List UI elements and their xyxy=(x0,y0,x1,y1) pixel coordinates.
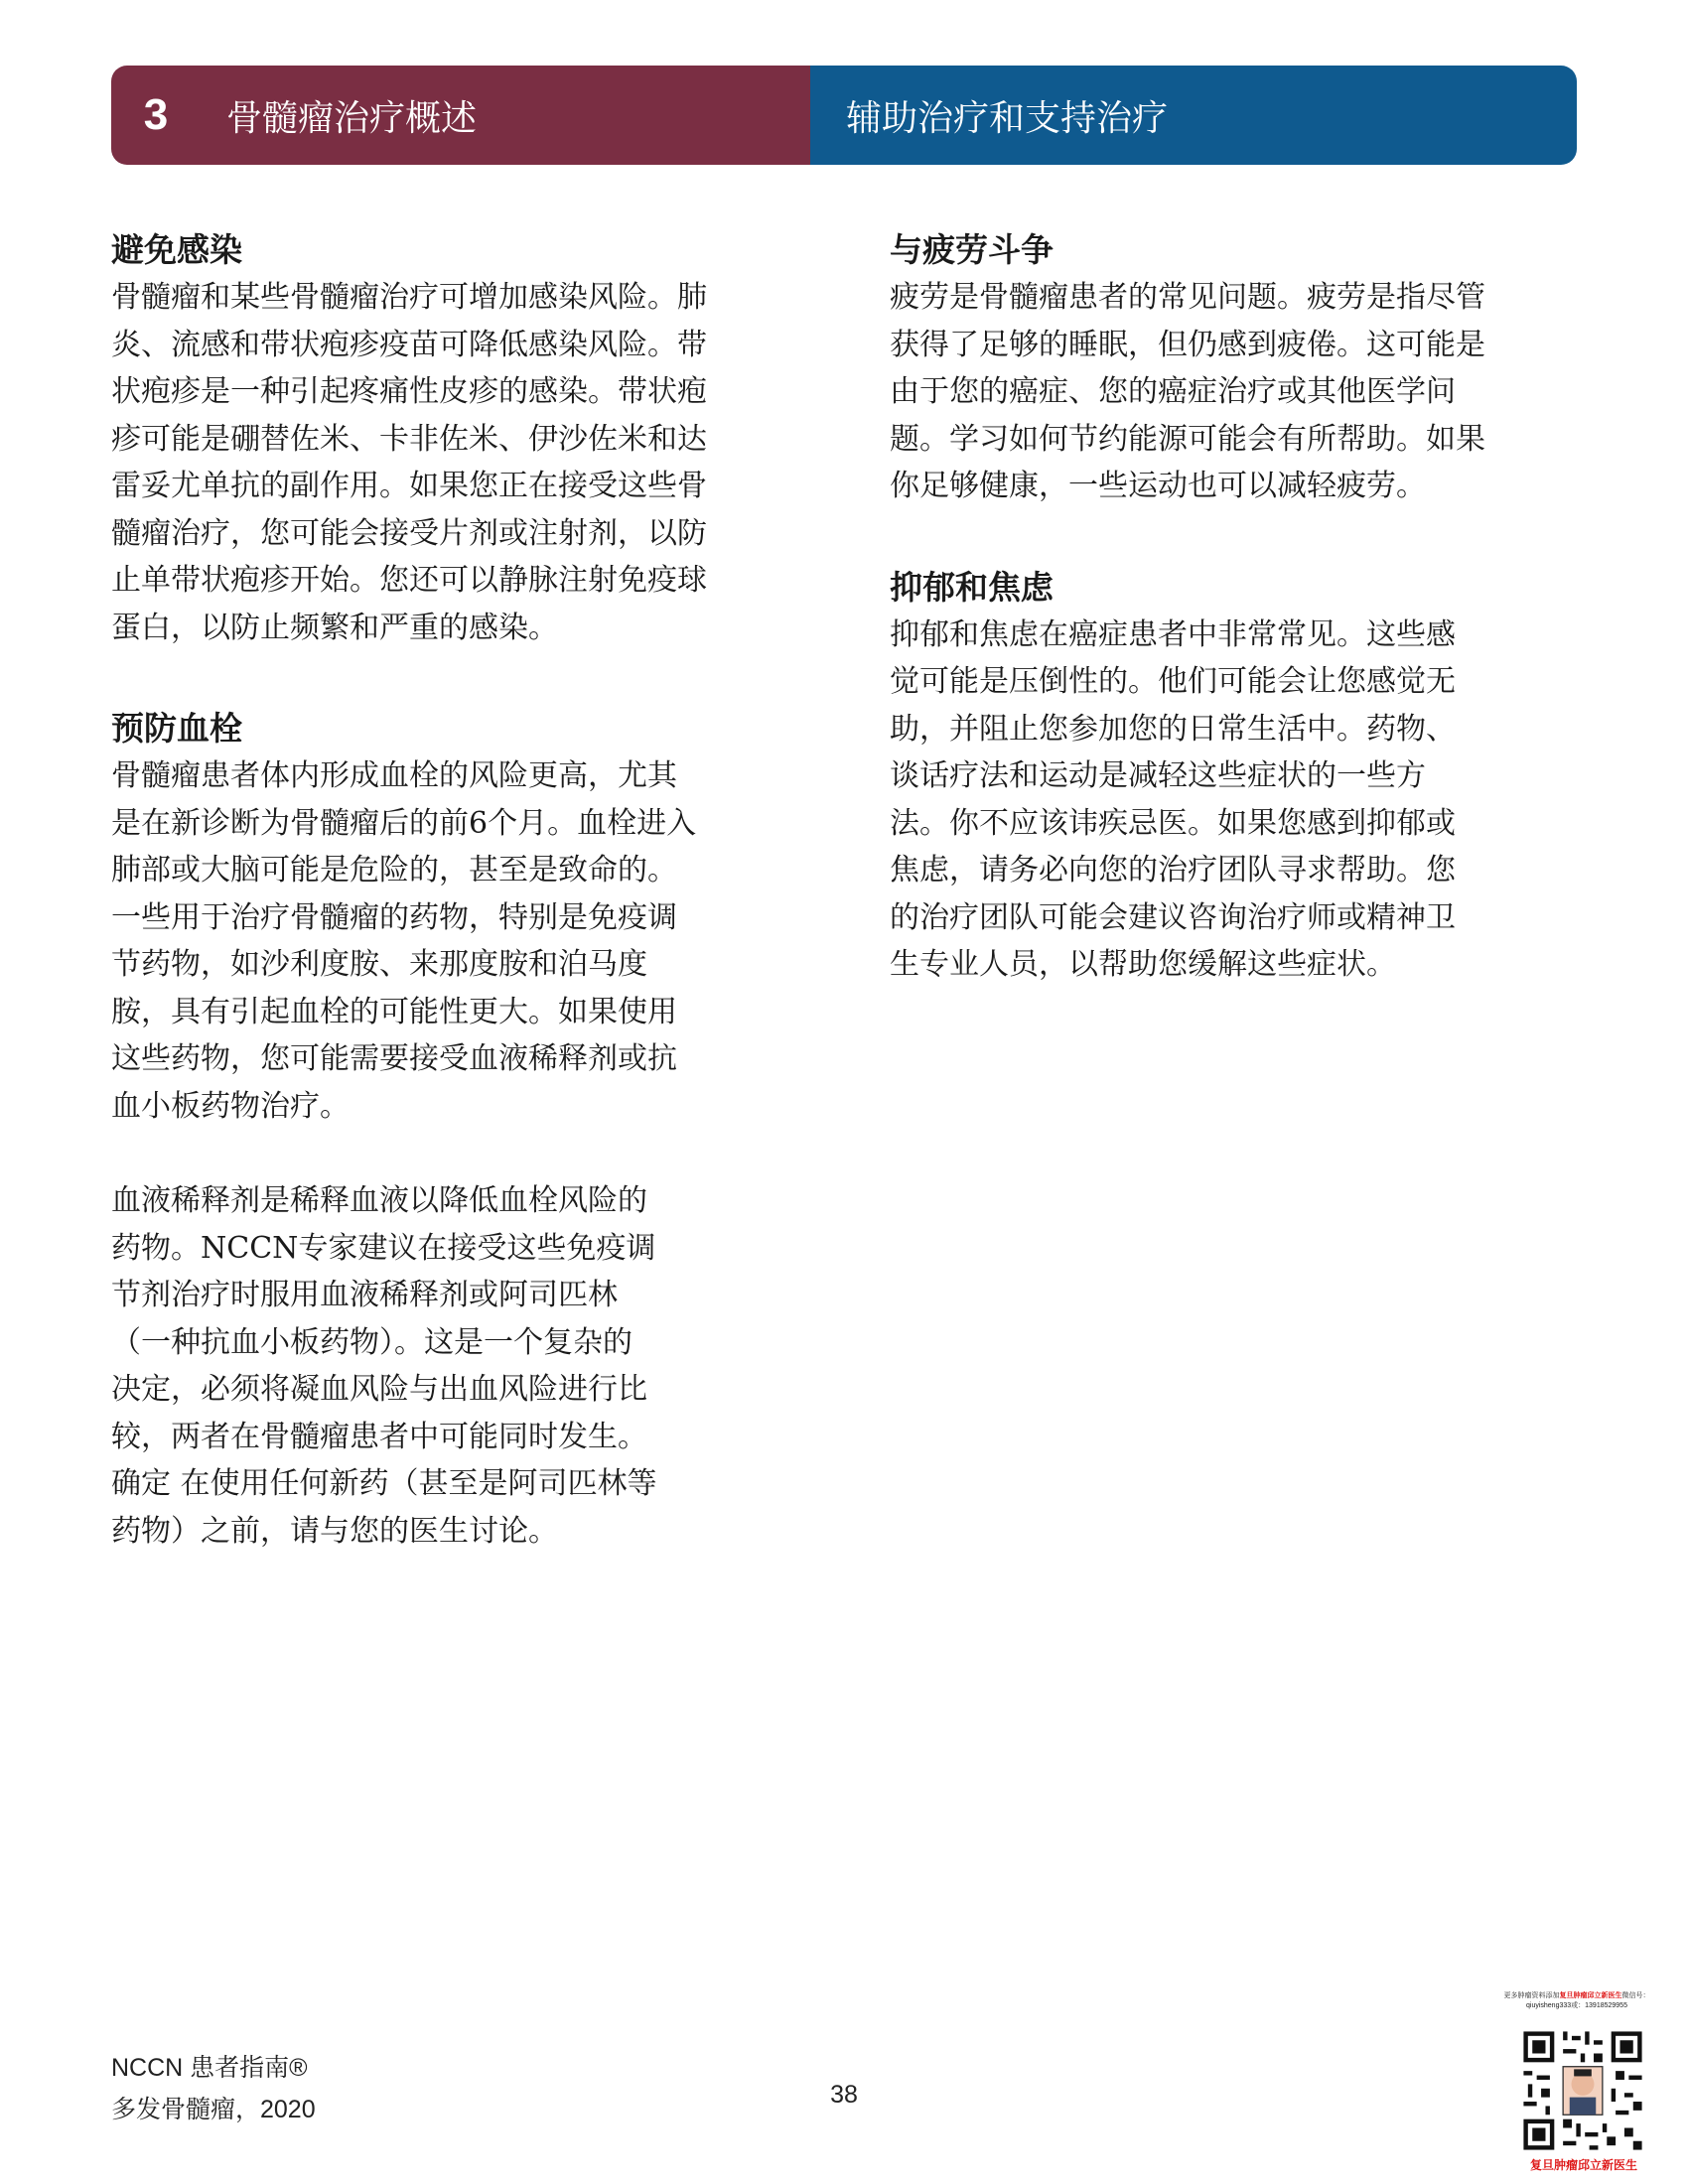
guide-name: NCCN 患者指南® xyxy=(111,2054,308,2082)
depression-heading: 抑郁和焦虑 xyxy=(890,567,1054,607)
qr-caption: 复旦肿瘤邱立新医生 xyxy=(1529,2158,1637,2172)
chapter-title: 骨髓瘤治疗概述 xyxy=(226,97,478,139)
guide-topic: 多发骨髓瘤，2020 xyxy=(111,2096,316,2123)
section-banner xyxy=(810,66,1577,165)
promo-text xyxy=(1477,1991,1676,2011)
promo-highlight: 复旦肿瘤邱立新医生 xyxy=(1559,1992,1622,1999)
footer-guide-info xyxy=(111,2047,316,2130)
section-title: 辅助治疗和支持治疗 xyxy=(846,97,1169,139)
clots-body-2: 血液稀释剂是稀释血液以降低血栓风险的 药物。NCCN专家建议在接受这些免疫调 节剂治疗时服用血液稀释剂或阿司匹林 （一种抗血小板药物）。这是一个复杂的 决定，必须将凝血风险与出血风险进行比 较，两者在骨髓瘤患者中可能同时发生。 确定 在使用任何新药（甚至是阿司匹林等 药物）之前，请与您的医生讨论。 xyxy=(111,1183,657,1549)
depression-body: 抑郁和焦虑在癌症患者中非常常见。这些感 觉可能是压倒性的。他们可能会让您感觉无 助，并阻止您参加您的日常生活中。药物、 谈话疗法和运动是减轻这些症状的一些方 法。你不应该讳疾忌医。如果您感到抑郁或 焦虑，请务必向您的治疗团队寻求帮助。您 的治疗团队可能会建议咨询治疗师或精神卫 生专业人员，以帮助您缓解这些症状。 xyxy=(890,616,1456,982)
qr-code-icon[interactable] xyxy=(1519,2027,1646,2154)
clots-body-1: 骨髓瘤患者体内形成血栓的风险更高，尤其 是在新诊断为骨髓瘤后的前6个月。血栓进入 肺部或大脑可能是危险的，甚至是致命的。 一些用于治疗骨髓瘤的药物，特别是免疫调 节药物，如沙利度胺、来那度胺和泊马度 胺，具有引起血栓的可能性更大。如果使用 这些药物，您可能需要接受血液稀释剂或抗 血小板药物治疗。 xyxy=(111,758,697,1124)
promo-text-2: 微信号： xyxy=(1621,1992,1650,1999)
page-number: 38 xyxy=(830,2081,858,2109)
promo-text-1: 更多肿瘤资料添加 xyxy=(1503,1992,1560,1999)
infection-heading: 避免感染 xyxy=(111,230,242,269)
promo-line-2: qiuyisheng333或：13918529955 xyxy=(1526,2002,1627,2009)
right-column xyxy=(890,226,1565,989)
clots-heading: 预防血栓 xyxy=(111,709,242,748)
chapter-number: 3 xyxy=(143,90,169,139)
chapter-banner xyxy=(111,66,810,165)
fatigue-body: 疲劳是骨髓瘤患者的常见问题。疲劳是指尽管 获得了足够的睡眠，但仍感到疲倦。这可能是 由于您的癌症、您的癌症治疗或其他医学问 题。学习如何节约能源可能会有所帮助。如果 你足够健康，一些运动也可以减轻疲劳。 xyxy=(890,280,1485,503)
left-column xyxy=(111,226,786,1555)
chapter-header xyxy=(111,66,1577,165)
infection-body: 骨髓瘤和某些骨髓瘤治疗可增加感染风险。肺 炎、流感和带状疱疹疫苗可降低感染风险。带 状疱疹是一种引起疼痛性皮疹的感染。带状疱 疹可能是硼替佐米、卡非佐米、伊沙佐米和达 雷妥尤单抗的副作用。如果您正在接受这些骨 髓瘤治疗，您可能会接受片剂或注射剂，以防 止单带状疱疹开始。您还可以静脉注射免疫球 蛋白，以防止频繁和严重的感染。 xyxy=(111,280,707,645)
fatigue-heading: 与疲劳斗争 xyxy=(890,230,1054,269)
